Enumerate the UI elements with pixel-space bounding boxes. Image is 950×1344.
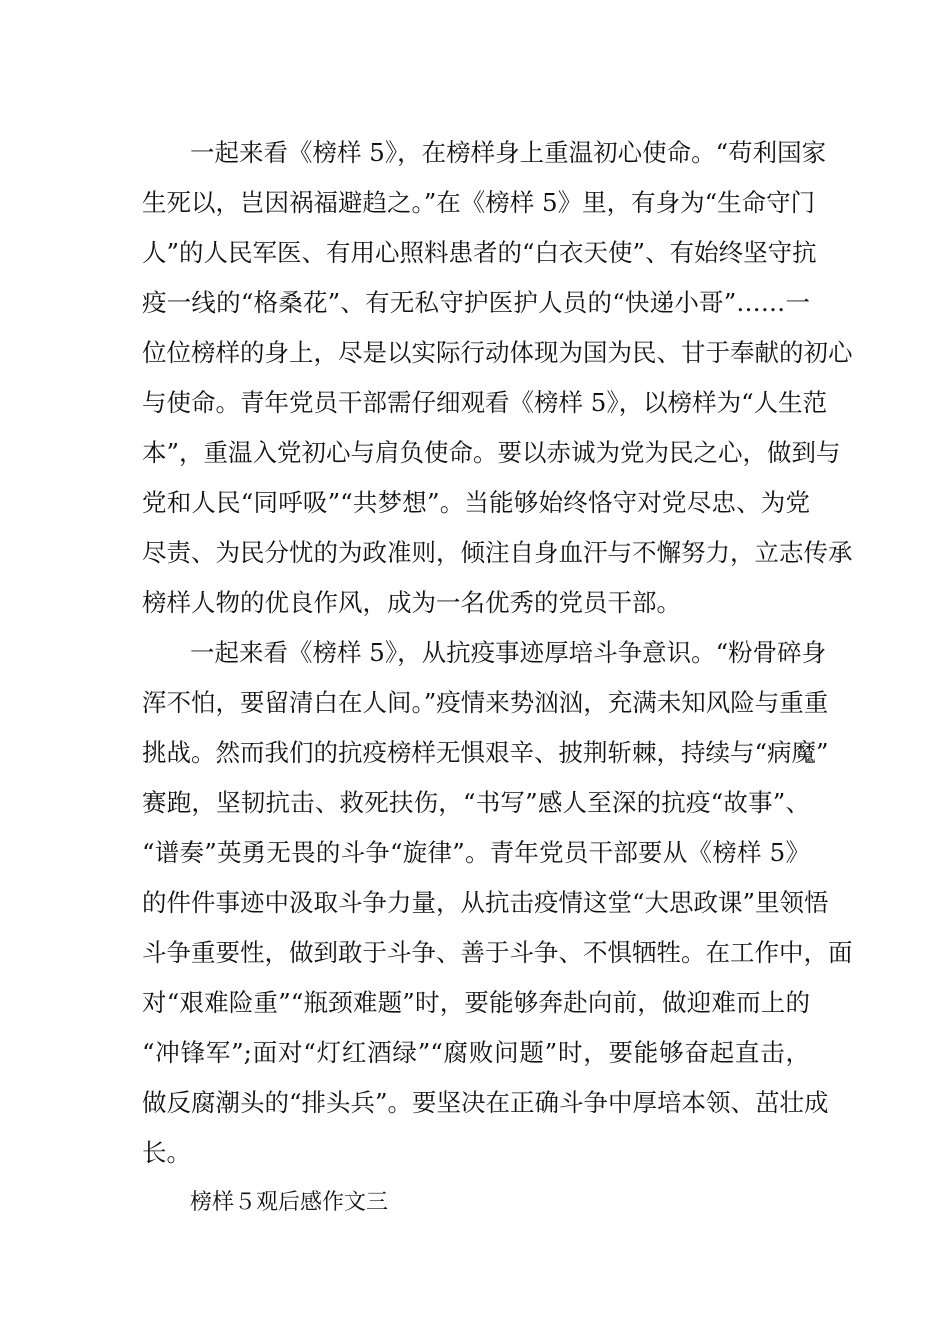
paragraph-line: “冲锋军”;面对“灯红酒绿”“腐败问题”时，要能够奋起直击， [142,1038,810,1067]
paragraph-line: 斗争重要性，做到敢于斗争、善于斗争、不惧牺牲。在工作中，面 [142,938,853,967]
paragraph-line: 位位榜样的身上，尽是以实际行动体现为国为民、甘于奉献的初心 [142,338,853,367]
section-heading: 榜样５观后感作文三 [190,1190,389,1215]
paragraph-line: 疫一线的“格桑花”、有无私守护医护人员的“快递小哥”……一 [142,288,810,317]
paragraph-line: 赛跑，坚韧抗击、救死扶伤，“书写”感人至深的抗疫“故事”、 [142,788,810,817]
paragraph-line: 对“艰难险重”“瓶颈难题”时，要能够奔赴向前，做迎难而上的 [142,988,810,1017]
paragraph-line: 长。 [142,1138,191,1167]
paragraph-line: “谱奏”英勇无畏的斗争“旋律”。青年党员干部要从《榜样 5》 [142,838,810,867]
paragraph-line: 做反腐潮头的“排头兵”。要坚决在正确斗争中厚培本领、茁壮成 [142,1088,829,1117]
paragraph-line: 与使命。青年党员干部需仔细观看《榜样 5》，以榜样为“人生范 [142,388,828,417]
document-body [142,128,853,1228]
paragraph-2 [142,628,853,1178]
paragraph-line: 浑不怕，要留清白在人间。”疫情来势汹汹，充满未知风险与重重 [142,688,829,717]
paragraph-line: 党和人民“同呼吸”“共梦想”。当能够始终恪守对党尽忠、为党 [142,488,810,517]
paragraph-line: 生死以，岂因祸福避趋之。”在《榜样 5》里，有身为“生命守门 [142,188,816,217]
paragraph-line: 本”，重温入党初心与肩负使命。要以赤诚为党为民之心，做到与 [142,438,841,467]
paragraph-line: 的件件事迹中汲取斗争力量，从抗击疫情这堂“大思政课”里领悟 [142,888,829,917]
paragraph-line: 榜样人物的优良作风，成为一名优秀的党员干部。 [142,588,681,617]
paragraph-line: 挑战。然而我们的抗疫榜样无惧艰辛、披荆斩棘，持续与“病魔” [142,738,829,767]
paragraph-line: 一起来看《榜样 5》，从抗疫事迹厚培斗争意识。“粉骨碎身 [190,638,827,667]
paragraph-line: 人”的人民军医、有用心照料患者的“白衣天使”、有始终坚守抗 [142,238,817,267]
paragraph-line: 一起来看《榜样 5》，在榜样身上重温初心使命。“苟利国家 [190,138,827,167]
paragraph-line: 尽责、为民分忧的为政准则，倾注自身血汗与不懈努力，立志传承 [142,538,853,567]
paragraph-1 [142,128,853,628]
